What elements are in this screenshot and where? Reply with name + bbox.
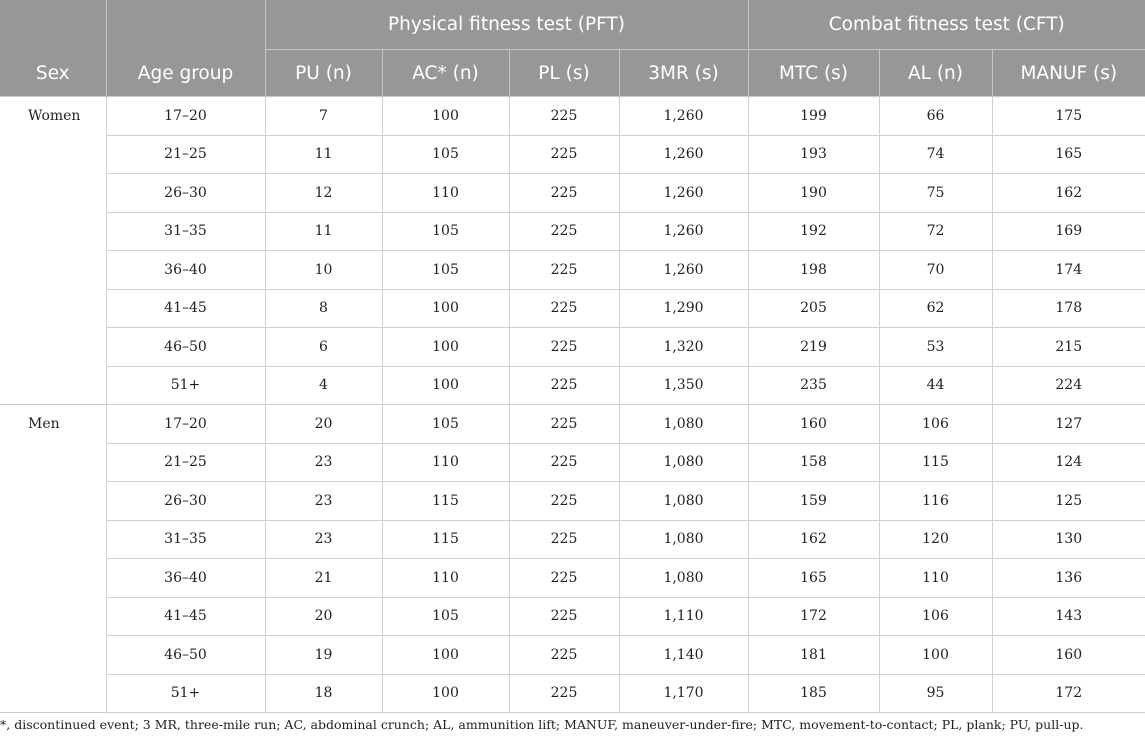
- table-row: [0, 366, 1145, 405]
- header-mtc: MTC (s): [748, 50, 879, 97]
- value-cell: 199: [748, 97, 879, 136]
- sex-cell: Men: [0, 405, 106, 713]
- table-header: [0, 0, 1145, 97]
- value-cell: 23: [265, 482, 382, 521]
- value-cell: 23: [265, 443, 382, 482]
- value-cell: 100: [382, 636, 509, 675]
- value-cell: 116: [879, 482, 992, 521]
- value-cell: 130: [992, 520, 1145, 559]
- value-cell: 75: [879, 174, 992, 213]
- table-row: [0, 135, 1145, 174]
- value-cell: 105: [382, 405, 509, 444]
- value-cell: 198: [748, 251, 879, 290]
- value-cell: 100: [879, 636, 992, 675]
- value-cell: 74: [879, 135, 992, 174]
- value-cell: 225: [509, 674, 619, 713]
- value-cell: 225: [509, 97, 619, 136]
- age-group-cell: 41–45: [106, 597, 265, 636]
- value-cell: 165: [748, 559, 879, 598]
- value-cell: 100: [382, 97, 509, 136]
- value-cell: 174: [992, 251, 1145, 290]
- value-cell: 105: [382, 251, 509, 290]
- value-cell: 105: [382, 135, 509, 174]
- value-cell: 159: [748, 482, 879, 521]
- header-pft-group: Physical fitness test (PFT): [265, 0, 748, 50]
- age-group-cell: 51+: [106, 366, 265, 405]
- value-cell: 127: [992, 405, 1145, 444]
- value-cell: 185: [748, 674, 879, 713]
- table-body: [0, 97, 1145, 713]
- value-cell: 235: [748, 366, 879, 405]
- value-cell: 1,290: [619, 289, 748, 328]
- value-cell: 225: [509, 366, 619, 405]
- value-cell: 110: [879, 559, 992, 598]
- value-cell: 225: [509, 597, 619, 636]
- table-row: [0, 328, 1145, 367]
- value-cell: 225: [509, 636, 619, 675]
- table-row: [0, 674, 1145, 713]
- value-cell: 12: [265, 174, 382, 213]
- table-row: [0, 405, 1145, 444]
- value-cell: 1,080: [619, 405, 748, 444]
- value-cell: 175: [992, 97, 1145, 136]
- value-cell: 225: [509, 174, 619, 213]
- value-cell: 11: [265, 135, 382, 174]
- value-cell: 225: [509, 289, 619, 328]
- table-row: [0, 559, 1145, 598]
- value-cell: 162: [748, 520, 879, 559]
- value-cell: 7: [265, 97, 382, 136]
- value-cell: 160: [992, 636, 1145, 675]
- value-cell: 1,260: [619, 251, 748, 290]
- value-cell: 205: [748, 289, 879, 328]
- value-cell: 225: [509, 135, 619, 174]
- value-cell: 224: [992, 366, 1145, 405]
- age-group-cell: 51+: [106, 674, 265, 713]
- value-cell: 11: [265, 212, 382, 251]
- value-cell: 66: [879, 97, 992, 136]
- value-cell: 44: [879, 366, 992, 405]
- value-cell: 20: [265, 405, 382, 444]
- value-cell: 225: [509, 559, 619, 598]
- header-manuf: MANUF (s): [992, 50, 1145, 97]
- table-row: [0, 212, 1145, 251]
- value-cell: 172: [992, 674, 1145, 713]
- value-cell: 169: [992, 212, 1145, 251]
- value-cell: 219: [748, 328, 879, 367]
- value-cell: 115: [879, 443, 992, 482]
- value-cell: 160: [748, 405, 879, 444]
- value-cell: 1,260: [619, 97, 748, 136]
- age-group-cell: 31–35: [106, 212, 265, 251]
- table-row: [0, 251, 1145, 290]
- table-row: [0, 636, 1145, 675]
- value-cell: 106: [879, 597, 992, 636]
- value-cell: 105: [382, 212, 509, 251]
- header-pu: PU (n): [265, 50, 382, 97]
- value-cell: 4: [265, 366, 382, 405]
- value-cell: 225: [509, 212, 619, 251]
- value-cell: 1,170: [619, 674, 748, 713]
- value-cell: 100: [382, 289, 509, 328]
- header-pl: PL (s): [509, 50, 619, 97]
- value-cell: 110: [382, 174, 509, 213]
- age-group-cell: 46–50: [106, 636, 265, 675]
- table-row: [0, 174, 1145, 213]
- value-cell: 100: [382, 674, 509, 713]
- value-cell: 105: [382, 597, 509, 636]
- value-cell: 106: [879, 405, 992, 444]
- value-cell: 95: [879, 674, 992, 713]
- value-cell: 225: [509, 251, 619, 290]
- value-cell: 21: [265, 559, 382, 598]
- value-cell: 215: [992, 328, 1145, 367]
- header-al: AL (n): [879, 50, 992, 97]
- value-cell: 225: [509, 405, 619, 444]
- header-sex: Sex: [0, 0, 106, 97]
- value-cell: 1,260: [619, 212, 748, 251]
- value-cell: 125: [992, 482, 1145, 521]
- value-cell: 1,080: [619, 559, 748, 598]
- value-cell: 115: [382, 482, 509, 521]
- value-cell: 165: [992, 135, 1145, 174]
- value-cell: 124: [992, 443, 1145, 482]
- value-cell: 120: [879, 520, 992, 559]
- value-cell: 1,080: [619, 520, 748, 559]
- value-cell: 115: [382, 520, 509, 559]
- value-cell: 53: [879, 328, 992, 367]
- age-group-cell: 26–30: [106, 174, 265, 213]
- header-age-group: Age group: [106, 0, 265, 97]
- age-group-cell: 46–50: [106, 328, 265, 367]
- value-cell: 193: [748, 135, 879, 174]
- value-cell: 110: [382, 443, 509, 482]
- value-cell: 19: [265, 636, 382, 675]
- value-cell: 225: [509, 482, 619, 521]
- value-cell: 72: [879, 212, 992, 251]
- value-cell: 100: [382, 366, 509, 405]
- value-cell: 18: [265, 674, 382, 713]
- value-cell: 225: [509, 520, 619, 559]
- age-group-cell: 31–35: [106, 520, 265, 559]
- value-cell: 70: [879, 251, 992, 290]
- header-3mr: 3MR (s): [619, 50, 748, 97]
- table-row: [0, 289, 1145, 328]
- value-cell: 158: [748, 443, 879, 482]
- value-cell: 192: [748, 212, 879, 251]
- value-cell: 10: [265, 251, 382, 290]
- value-cell: 100: [382, 328, 509, 367]
- table-row: [0, 97, 1145, 136]
- age-group-cell: 36–40: [106, 251, 265, 290]
- value-cell: 172: [748, 597, 879, 636]
- value-cell: 6: [265, 328, 382, 367]
- value-cell: 8: [265, 289, 382, 328]
- table-row: [0, 520, 1145, 559]
- table-row: [0, 482, 1145, 521]
- header-cft-group: Combat fitness test (CFT): [748, 0, 1145, 50]
- value-cell: 1,080: [619, 482, 748, 521]
- age-group-cell: 41–45: [106, 289, 265, 328]
- value-cell: 1,350: [619, 366, 748, 405]
- value-cell: 1,260: [619, 135, 748, 174]
- value-cell: 136: [992, 559, 1145, 598]
- value-cell: 225: [509, 443, 619, 482]
- age-group-cell: 21–25: [106, 443, 265, 482]
- table-footnote: *, discontinued event; 3 MR, three-mile run; AC, abdominal crunch; AL, ammunition lift; MANUF, maneuver-under-fire; MTC, movement-to-contact; PL, plank; PU, pull-up.: [0, 717, 1084, 732]
- value-cell: 162: [992, 174, 1145, 213]
- age-group-cell: 36–40: [106, 559, 265, 598]
- value-cell: 23: [265, 520, 382, 559]
- value-cell: 190: [748, 174, 879, 213]
- header-ac: AC* (n): [382, 50, 509, 97]
- value-cell: 1,140: [619, 636, 748, 675]
- value-cell: 62: [879, 289, 992, 328]
- age-group-cell: 26–30: [106, 482, 265, 521]
- value-cell: 178: [992, 289, 1145, 328]
- value-cell: 1,080: [619, 443, 748, 482]
- table-row: [0, 597, 1145, 636]
- age-group-cell: 17–20: [106, 405, 265, 444]
- sex-cell: Women: [0, 97, 106, 405]
- value-cell: 110: [382, 559, 509, 598]
- value-cell: 181: [748, 636, 879, 675]
- table-row: [0, 443, 1145, 482]
- age-group-cell: 17–20: [106, 97, 265, 136]
- age-group-cell: 21–25: [106, 135, 265, 174]
- value-cell: 1,260: [619, 174, 748, 213]
- value-cell: 143: [992, 597, 1145, 636]
- value-cell: 1,110: [619, 597, 748, 636]
- value-cell: 225: [509, 328, 619, 367]
- value-cell: 20: [265, 597, 382, 636]
- value-cell: 1,320: [619, 328, 748, 367]
